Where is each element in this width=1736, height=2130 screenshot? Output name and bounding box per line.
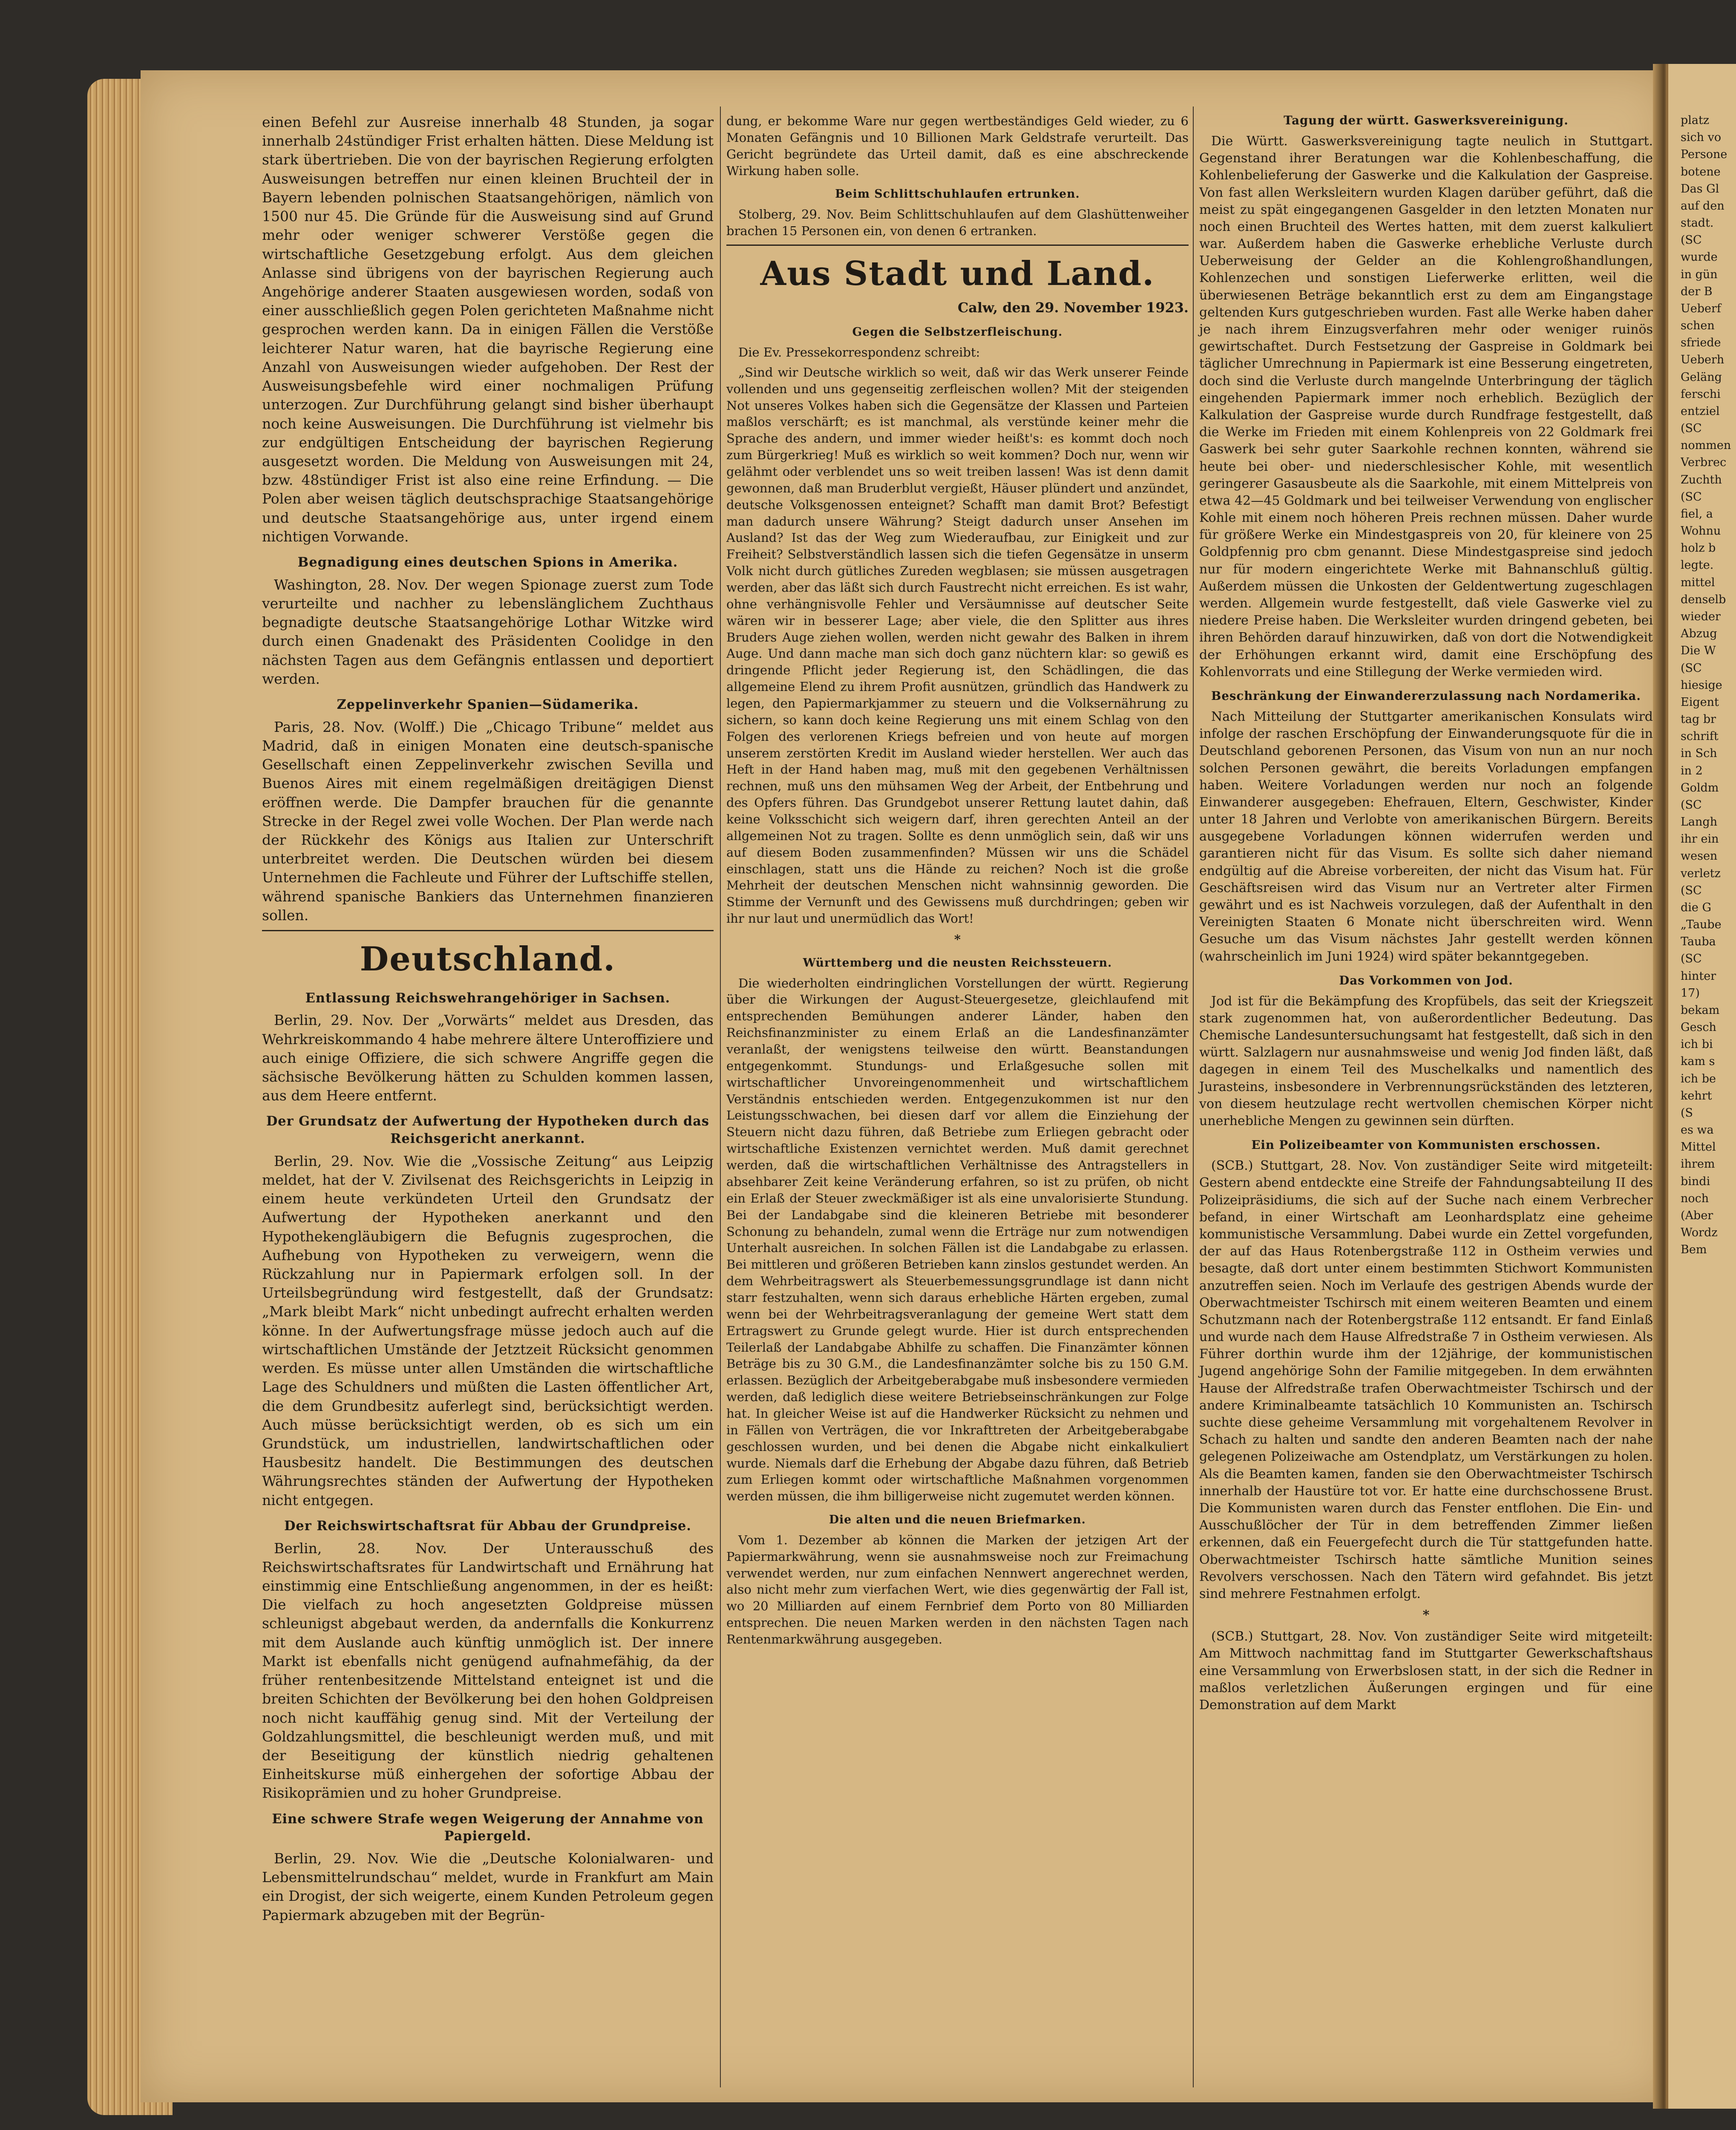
fragment-line: (SC bbox=[1681, 422, 1702, 435]
article-text: Berlin, 28. Nov. Der Unterausschuß des Reichswirtschaftsrates für Landwirtschaft und Ernährung hat einstimmig eine Entschließung angenommen, in der es heißt: Die vielfach zu hoch angesetzten Goldpreise müssen schleunigst abgebaut werden, da andernfalls die Konkurrenz mit dem Auslande auch künftig unmöglich ist. Der innere Markt ist ebenfalls nicht genügend aufnahmefähig, da der früher rentenbesitzende Mittelstand enteignet ist und die breiten Schichten der Bevölkerung bei den hohen Goldpreisen noch nicht kauffähig genug sind. Mit der Verteilung der Goldzahlungsmittel, die beschleunigt werden muß, und mit der Beseitigung der künstlich niedrig gehaltenen Einheitskurse müß einhergehen der sofortige Abbau der Risikoprämien und zu hoher Grundpreise. bbox=[262, 1540, 714, 1802]
fragment-line: bekam bbox=[1681, 1003, 1720, 1017]
article-text: „Sind wir Deutsche wirklich so weit, daß wir das Werk unserer Feinde vollenden und uns gegenseitig zerfleischen wollen? Mit der steigenden Not unseres Volkes haben sich die Gegensätze der Klassen und Parteien maßlos verschärft; es ist manchmal, als verstünde keiner mehr die Sprache des andern, und immer wieder heißt's: es kommt doch noch zum Bürgerkrieg! Muß es wirklich so weit kommen? Doch nur, wenn wir gelähmt oder verblendet uns so weit treiben lassen! Was ist denn damit gewonnen, daß man Bruderblut vergießt, Häuser plündert und anzündet, deutsche Volksgenossen enteignet? Schafft man damit Brot? Befestigt man dadurch unsere Währung? Steigt dadurch unser Ansehen im Ausland? Ist das der Weg zum Wiederaufbau, zur Einigkeit und zur Freiheit? Selbstverständlich lassen sich die tiefen Gegensätze in unserm Volk nicht durch gütliches Zureden wegblasen; sie müssen ausgetragen werden, aber das läßt sich durch Faustrecht nicht erreichen. Es ist wahr, ohne verhängnisvolle Fehler und Versäumnisse auf deutscher Seite wären wir in besserer Lage; aber viele, die den Splitter aus ihres Bruders Auge ziehen wollen, werden nicht gewahr des Balken in ihrem Auge. Und dann mache man sich doch ganz nüchtern klar: so gewiß es dringende Pflicht jeder Regierung ist, den Schädlingen, die das allgemeine Elend zu ihrem Profit ausnützen, gründlich das Handwerk zu legen, den Papiermarkjammer zu steuern und die Volksernährung zu sichern, so kann doch keine Regierung uns mit einem Schlag von den Folgen des verlorenen Kriegs befreien und von heute auf morgen unserem zerstörten Kredit im Ausland wieder herstellen. Wer auch das Heft in der Hand haben mag, muß mit den gegebenen Verhältnissen rechnen, muß uns den mühsamen Weg der Arbeit, der Entbehrung und des Opfers führen. Das Grundgebot unserer Rettung lautet dahin, daß keine Volksschicht sich weigern darf, ihren gerechten Anteil an der allgemeinen Not zu tragen. Sollte es denn unmöglich sein, daß wir uns auf diesem Boden zusammenfinden? Müssen wir uns die Schädel einschlagen, statt uns die Hände zu reichen? Noch ist die große Mehrheit der deutschen Menschen nicht wahnsinnig geworden. Die Stimme der Vernunft und des Gewissens muß durchdringen; geben wir ihr nur laut und unermüdlich das Wort! bbox=[726, 365, 1189, 926]
article-headline: Eine schwere Strafe wegen Weigerung der Annahme von Papiergeld. bbox=[272, 1811, 704, 1844]
fragment-line: nommen bbox=[1681, 439, 1731, 452]
fragment-line: platz bbox=[1681, 114, 1710, 127]
article-headline: Württemberg und die neusten Reichssteuern. bbox=[803, 956, 1112, 970]
article-headline: Tagung der württ. Gaswerksvereinigung. bbox=[1284, 113, 1569, 127]
fragment-line: (SC bbox=[1681, 490, 1702, 504]
article-headline: Beschränkung der Einwandererzulassung nach Nordamerika. bbox=[1211, 688, 1641, 703]
fragment-line: sfriede bbox=[1681, 336, 1721, 350]
fragment-line: bindi bbox=[1681, 1174, 1710, 1188]
fragment-line: (S bbox=[1681, 1106, 1693, 1120]
fragment-line: Geläng bbox=[1681, 370, 1722, 384]
article-text: Paris, 28. Nov. (Wolff.) Die „Chicago Tribune“ meldet aus Madrid, daß in einigen Monaten eine deutsch-spanische Gesellschaft einen Zeppelinverkehr zwischen Sevilla und Buenos Aires mit einem regelmäßigen dreitägigen Dienst eröffnen werde. Die Dampfer brauchen für die genannte Strecke in der Regel zwei volle Wochen. Der Plan werde nach der Rückkehr des Königs aus Italien zur Unterschrift unterbreitet werden. Die Deutschen würden bei diesem Unternehmen die Fachleute und Führer der Luftschiffe stellen, während spanische Bankiers das Unternehmen finanzieren sollen. bbox=[262, 718, 714, 924]
fragment-line: Eigent bbox=[1681, 695, 1719, 709]
fragment-line: (SC bbox=[1681, 798, 1702, 812]
separator-asterisk: * bbox=[1422, 1608, 1430, 1623]
fragment-line: „Taube bbox=[1681, 918, 1722, 932]
fragment-line: denselb bbox=[1681, 593, 1726, 606]
fragment-line: in Sch bbox=[1681, 747, 1717, 760]
article-text: Nach Mitteilung der Stuttgarter amerikanischen Konsulats wird infolge der raschen Erschöpfung der Einwanderungsquote für die in Deutschland geborenen Personen, das Visum von nun an nur noch solchen Personen gewährt, die bereits Vorladungen empfangen haben. Weitere Vorladungen werden nur noch an folgende Einwanderer ausgegeben: Ehefrauen, Eltern, Geschwister, Kinder unter 18 Jahren und Verlobte von amerikanischen Bürgern. Bereits ausgegebene Vorladungen können widerrufen werden und garantieren nicht für das Visum. Es sollte sich daher niemand endgültig auf die Abreise vorbereiten, der nicht das Visum hat. Für Geschäftsreisen wird das Visum nur an Vertreter alter Firmen gewährt und es ist Nachweis vorzulegen, daß der Aufenthalt in den Vereinigten Staaten 6 Monate nicht überschreiten wird. Wenn Gesuche um das Visum nächstes Jahr gestellt werden können (wahrscheinlich im Juni 1924) wird später bekanntgegeben. bbox=[1199, 709, 1653, 964]
fragment-line: Verbrec bbox=[1681, 456, 1727, 469]
section-rule bbox=[726, 245, 1189, 246]
article-text: Berlin, 29. Nov. Wie die „Vossische Zeitung“ aus Leipzig meldet, hat der V. Zivilsenat des Reichsgerichts in Leipzig in einem heute verkündeten Urteil den Grundsatz der Aufwertung der Hypotheken anerkannt und den Hypothekengläubigern die Befugnis zugesprochen, die Aufhebung von Hypotheken zu verweigern, wenn die Rückzahlung nur in Papiermark erfolgen soll. In der Urteilsbegründung wird festgestellt, daß der Grundsatz: „Mark bleibt Mark“ nicht unbedingt aufrecht erhalten werden könne. In der Aufwertungsfrage müsse jedoch auch auf die wirtschaftlichen Umstände der Jetztzeit Rücksicht genommen werden. Es müsse unter allen Umständen die wirtschaftliche Lage des Schuldners und müßten die Lasten öffentlicher Art, die dem Grundbesitz auferlegt sind, berücksichtigt werden. Auch müsse berücksichtigt werden, ob es sich um ein Grundstück, um industriellen, landwirtschaftlichen oder Hausbesitz handelt. Die Bestimmungen des deutschen Währungsrechtes ständen der Aufwertung der Hypotheken nicht entgegen. bbox=[262, 1152, 714, 1508]
fragment-line: hiesige bbox=[1681, 678, 1722, 692]
article-headline: Ein Polizeibeamter von Kommunisten erschossen. bbox=[1251, 1138, 1601, 1152]
fragment-line: ihrem bbox=[1681, 1157, 1715, 1171]
article-headline: Das Vorkommen von Jod. bbox=[1339, 973, 1513, 987]
article-text: Die Württ. Gaswerksvereinigung tagte neulich in Stuttgart. Gegenstand ihrer Beratungen war die Kohlenbeschaffung, die Kohlenbelieferung der Gaswerke und die Kalkulation der Gaspreise. Von fast allen Werksleitern wurden Klagen darüber geführt, daß die meist zu spät eingegangenen Gasgelder in den letzten Monaten nur noch einen Bruchteil des Wertes hatten, mit dem zuerst kalkuliert war. Außerdem haben die Gaswerke erhebliche Verluste durch Ueberweisung der Gelder an die Kohlengroßhandlungen, Kohlenzechen und sonstigen Lieferwerke erlitten, weil die überwiesenen Beträge bekanntlich erst zu dem am Eingangstage geltenden Kurs gutgeschrieben wurden. Fast alle Werke haben daher je nach ihrem Einzugsverfahren mehr oder weniger ruinös gewirtschaftet. Durch Festsetzung der Gaspreise in Goldmark bei täglicher Umrechnung in Papiermark ist eine Besserung eingetreten, doch sind die Verluste durch mangelnde Unterbringung der täglich eingehenden Papiermark immer noch erheblich. Bezüglich der Kalkulation der Gaspreise wurde durch Rundfrage festgestellt, daß die Werke im Frieden mit einem Kohlenpreis von 22 Goldmark frei Gaswerk bei sehr guter Saarkohle rechnen konnten, während sie heute bei ober- und niederschlesischer Kohle, mit wesentlich geringerer Gasausbeute als die Saarkohle, mit einem Mittelpreis von etwa 42—45 Goldmark und bei teilweiser Verwendung von englischer Kohle mit einem noch höheren Preis rechnen müssen. Daher wurde für größere Werke ein Mindestgaspreis von 20, für kleinere von 25 Goldpfennig pro cbm genannt. Diese Mindestgaspreise sind jedoch nur für modern eingerichtete Werke mit Bahnanschluß gültig. Außerdem müssen die Unkosten der Geldentwertung zugeschlagen werden. Allgemein wurde festgestellt, daß viele Gaswerke viel zu niedere Preise haben. Die Werksleiter wurden dringend gebeten, bei ihren Behörden darauf hinzuwirken, daß von dort die Notwendigkeit der Erhöhungen erkannt wird, damit eine Erschöpfung des Kohlenvorrats und eine Stillegung der Werke vermieden wird. bbox=[1199, 133, 1653, 679]
fragment-line: hinter bbox=[1681, 969, 1716, 983]
fragment-line: es wa bbox=[1681, 1123, 1714, 1137]
fragment-line: Zuchth bbox=[1681, 473, 1722, 486]
fragment-line: Ueberf bbox=[1681, 302, 1721, 315]
article-headline: Entlassung Reichswehrangehöriger in Sachsen. bbox=[305, 990, 671, 1006]
fragment-line: fiel, a bbox=[1681, 507, 1713, 521]
article-headline: Die alten und die neuen Briefmarken. bbox=[829, 1513, 1086, 1527]
section-rule bbox=[262, 930, 714, 931]
fragment-line: Ueberh bbox=[1681, 353, 1724, 367]
fragment-line: entziel bbox=[1681, 404, 1720, 418]
fragment-line: schen bbox=[1681, 319, 1715, 333]
fragment-line: Langh bbox=[1681, 815, 1718, 829]
fragment-line: der B bbox=[1681, 285, 1713, 298]
fragment-line: (SC bbox=[1681, 884, 1702, 897]
article-text: dung, er bekomme Ware nur gegen wertbeständiges Geld wieder, zu 6 Monaten Gefängnis und 10 Billionen Mark Geldstrafe verurteilt. Das Gericht begründete das Urteil damit, daß es eine abschreckende Wirkung haben solle. bbox=[726, 114, 1189, 178]
fragment-line: stadt. bbox=[1681, 216, 1714, 230]
fragment-line: Das Gl bbox=[1681, 182, 1719, 196]
fragment-line: Gesch bbox=[1681, 1021, 1716, 1034]
fragment-line: verletz bbox=[1681, 866, 1721, 880]
fragment-line: Abzug bbox=[1681, 627, 1717, 641]
fragment-line: wieder bbox=[1681, 610, 1721, 623]
fragment-line: wesen bbox=[1681, 849, 1718, 863]
article-headline: Der Grundsatz der Aufwertung der Hypotheken durch das Reichsgericht anerkannt. bbox=[266, 1114, 710, 1147]
fragment-line: in gün bbox=[1681, 268, 1718, 281]
article-text: Die wiederholten eindringlichen Vorstellungen der württ. Regierung über die Wirkungen der August-Steuergesetze, gleichlaufend mit entsprechenden Bemühungen anderer Länder, haben den Reichsfinanzminister zu einem Erlaß an die Landesfinanzämter veranlaßt, der wenigstens teilweise den württ. Beanstandungen entgegenkommt. Stundungs- und Erlaßgesuche sollen mit wirtschaftlicher Unvoreingenommenheit und wirtschaftlichem Verständnis entschieden werden. Entgegenzukommen ist nur den Leistungsschwachen, bei diesen darf vor allem die Einziehung der Steuern nicht dazu führen, daß Betriebe zum Erliegen gebracht oder wirtschaftliche Existenzen vernichtet werden. Muß damit gerechnet werden, daß die wirtschaftlichen Verhältnisse des Antragstellers in absehbarer Zeit keine Veränderung erfahren, so ist zu prüfen, ob nicht ein Erlaß der Steuer zweckmäßiger ist als eine unvalorisierte Stundung. Bei der Landabgabe sind die kleineren Betriebe mit besonderer Schonung zu behandeln, zumal wenn die Erträge nur zum notwendigen Unterhalt ausreichen. In solchen Fällen ist die Landabgabe zu erlassen. Bei mittleren und größeren Betrieben kann zinslos gestundet werden. An dem Wehrbeitragswert als Steuerbemessungsgrundlage ist dann nicht starr festzuhalten, wenn sich daraus erhebliche Härten ergeben, zumal wenn bei der Wehrbeitragsveranlagung der gemeine Wert statt dem Ertragswert zu Grunde gelegt wurde. Hier ist durch entsprechenden Teilerlaß der Landabgabe Abhilfe zu schaffen. Die Finanzämter können Beträge bis zu 30 G.M., die Landesfinanzämter solche bis zu 150 G.M. erlassen. Bezüglich der Arbeitgeberabgabe muß insbesondere vermieden werden, daß lediglich diese weitere Betriebseinschränkungen zur Folge hat. In gleicher Weise ist auf die Handwerker Rücksicht zu nehmen und in Fällen von Verträgen, die vor Inkrafttreten der Arbeitgeberabgabe geschlossen wurden, und bei denen die Abgabe nicht einkalkuliert wurde. Niemals darf die Erhebung der Abgabe dazu führen, daß Betrieb zum Erliegen kommt oder wirtschaftliche Maßnahmen vorgenommen werden müssen, die ihm billigerweise nicht zugemutet werden können. bbox=[726, 976, 1189, 1504]
article-text: einen Befehl zur Ausreise innerhalb 48 Stunden, ja sogar innerhalb 24stündiger Frist erhalten hätten. Diese Meldung ist stark übertrieben. Die von der bayrischen Regierung erfolgten Ausweisungen betreffen nur einen kleinen Bruchteil der in Bayern lebenden polnischen Staatsangehörigen, nämlich von 1500 nur 45. Die Gründe für die Ausweisung sind auf Grund mehr oder weniger schwerer Verstöße gegen die wirtschaftliche Gesetzgebung erfolgt. Aus dem gleichen Anlasse sind übrigens von der bayrischen Regierung auch Angehörige anderer Staaten ausgewiesen worden, sodaß von einer ausschließlich gegen Polen gerichteten Maßnahme nicht gesprochen werden kann. Da in einigen Fällen die Verstöße leichterer Natur waren, hat die bayrische Regierung eine Anzahl von Ausweisungen wieder aufgehoben. Der Rest der Ausweisungsbefehle wird einer nochmaligen Prüfung unterzogen. Zur Durchführung gelangt sind bisher überhaupt noch keine Ausweisungen. Die Durchführung ist vielmehr bis zur endgültigen Entscheidung der bayrischen Regierung ausgesetzt worden. Die Meldung von Ausweisungen mit 24, bzw. 48stündiger Frist ist also eine reine Erfindung. — Die Polen aber weisen täglich deutschsprachige Staatsangehörige und deutsche Staatsangehörige aus, unter irgend einem nichtigen Vorwande. bbox=[262, 114, 714, 545]
article-headline: Der Reichswirtschaftsrat für Abbau der Grundpreise. bbox=[284, 1518, 691, 1534]
fragment-line: die G bbox=[1681, 901, 1712, 914]
article-headline: Begnadigung eines deutschen Spions in Amerika. bbox=[297, 555, 678, 570]
article-headline: Zeppelinverkehr Spanien—Südamerika. bbox=[337, 697, 639, 713]
section-title: Aus Stadt und Land. bbox=[760, 254, 1155, 293]
fragment-line: tag br bbox=[1681, 713, 1716, 726]
column-rule bbox=[1193, 106, 1194, 2087]
fragment-line: kam s bbox=[1681, 1055, 1715, 1068]
article-text: Jod ist für die Bekämpfung des Kropfübels, das seit der Kriegszeit stark zugenommen hat, von außerordentlicher Bedeutung. Das Chemische Landesuntersuchungsamt hat festgestellt, daß sich in den württ. Salzlagern nur ausnahmsweise und wenig Jod finden läßt, daß dagegen in einem Teil des Muschelkalks und namentlich des Jurasteins, insbesondere in Verbrennungsrückständen des letzteren, von diesem heutzulage recht wertvollen chemischen Körper nicht unerhebliche Mengen zu gewinnen sein dürften. bbox=[1199, 993, 1653, 1129]
article-text: Stolberg, 29. Nov. Beim Schlittschuhlaufen auf dem Glashüttenweiher brachen 15 Personen ein, von denen 6 ertranken. bbox=[726, 207, 1189, 239]
article-text: Die Ev. Pressekorrespondenz schreibt: bbox=[738, 345, 980, 360]
column-1 bbox=[262, 113, 714, 1928]
fragment-line: botene bbox=[1681, 165, 1721, 178]
column-3 bbox=[1199, 113, 1653, 1717]
fragment-line: (SC bbox=[1681, 233, 1702, 247]
fragment-line: 17) bbox=[1681, 986, 1700, 1000]
article-headline: Gegen die Selbstzerfleischung. bbox=[852, 325, 1063, 339]
fragment-line: holz b bbox=[1681, 541, 1716, 555]
article-text: Vom 1. Dezember ab können die Marken der jetzigen Art der Papiermarkwährung, wenn sie ausnahmsweise noch zur Freimachung verwendet werden, nur zum einfachen Nennwert angerechnet werden, also nicht mehr zum vierfachen Wert, wie dies gegenwärtig der Fall ist, wo 20 Milliarden auf einem Fernbrief dem Porto von 80 Milliarden entsprechen. Die neuen Marken werden in den nächsten Tagen nach Rentenmarkwährung ausgegeben. bbox=[726, 1532, 1189, 1647]
fragment-line: noch bbox=[1681, 1192, 1709, 1205]
fragment-line: in 2 bbox=[1681, 764, 1703, 777]
fragment-line: Wordz bbox=[1681, 1226, 1718, 1240]
fragment-line: mittel bbox=[1681, 576, 1715, 589]
fragment-line: sich vo bbox=[1681, 131, 1722, 144]
fragment-line: Wohnu bbox=[1681, 524, 1721, 538]
fragment-line: ich bi bbox=[1681, 1038, 1713, 1051]
separator-asterisk: * bbox=[954, 932, 961, 947]
article-text: Berlin, 29. Nov. Wie die „Deutsche Kolonialwaren- und Lebensmittelrundschau“ meldet, wurde in Frankfurt am Main ein Drogist, der sich weigerte, einem Kunden Petroleum gegen Papiermark abzugeben mit der Begrün- bbox=[262, 1850, 714, 1923]
fragment-line: ihr ein bbox=[1681, 832, 1719, 846]
fragment-line: wurde bbox=[1681, 250, 1718, 264]
fragment-line: Die W bbox=[1681, 644, 1716, 658]
column-rule bbox=[720, 106, 721, 2087]
fragment-line: (Aber bbox=[1681, 1209, 1713, 1222]
article-text: (SCB.) Stuttgart, 28. Nov. Von zuständiger Seite wird mitgeteilt: Am Mittwoch nachmittag fand im Stuttgarter Gewerkschaftshaus eine Versammlung von Erwerbslosen statt, in der sich die Redner in maßlos verletzlichen Äußerungen ergingen und für eine Demonstration auf dem Markt bbox=[1199, 1629, 1653, 1713]
fragment-line: (SC bbox=[1681, 661, 1702, 675]
fragment-line: ferschi bbox=[1681, 387, 1721, 401]
fragment-line: Tauba bbox=[1681, 935, 1716, 949]
article-headline: Beim Schlittschuhlaufen ertrunken. bbox=[835, 187, 1080, 201]
fragment-line: ich be bbox=[1681, 1072, 1716, 1085]
fragment-line: auf den bbox=[1681, 199, 1724, 213]
fragment-line: Goldm bbox=[1681, 781, 1719, 794]
fragment-line: Persone bbox=[1681, 148, 1727, 161]
fragment-line: Bem bbox=[1681, 1243, 1707, 1257]
fragment-line: schrift bbox=[1681, 730, 1719, 743]
section-title: Deutschland. bbox=[360, 940, 616, 979]
fragment-line: legte. bbox=[1681, 558, 1714, 572]
article-text: Berlin, 29. Nov. Der „Vorwärts“ meldet aus Dresden, das Wehrkreiskommando 4 habe mehrere ältere Unteroffiziere und auch einige Offiziere, die sich schwere Angriffe gegen die sächsische Bevölkerung hätten zu Schulden kommen lassen, aus dem Heere entfernt. bbox=[262, 1012, 714, 1104]
column-4-fragment bbox=[1681, 113, 1734, 2030]
column-2 bbox=[726, 113, 1189, 1651]
fragment-line: Mittel bbox=[1681, 1140, 1716, 1154]
article-text: (SCB.) Stuttgart, 28. Nov. Von zuständiger Seite wird mitgeteilt: Gestern abend entdeckte eine Streife der Fahndungsabteilung II des Polizeipräsidiums, die sich auf der Suche nach einem Verbrecher befand, in einer Wirtschaft am Leonhardsplatz eine geheime kommunistische Versammlung. Dabei wurde ein Zettel vorgefunden, der auf das Haus Rotenbergstraße 112 in Ostheim verwies und besagte, daß dort unter einem bestimmten Stichwort Kommunisten anzutreffen seien. Noch im Verlaufe des gestrigen Abends wurde der Oberwachtmeister Tschirsch mit einem weiteren Beamten und einem Schutzmann nach der Rotenbergstraße 112 entsandt. Er fand Einlaß und wurde nach dem Hause Alfredstraße 7 in Ostheim verwiesen. Als Führer dorthin wurde ihm der 12jährige, der kommunistischen Jugend angehörige Sohn der Familie mitgegeben. In dem erwähnten Hause der Alfredstraße trafen Oberwachtmeister Tschirsch und der andere Kriminalbeamte tatsächlich 10 Kommunisten an. Tschirsch suchte diese geheime Versammlung mit vorgehaltenem Revolver in Schach zu halten und sandte den anderen Beamten nach der nahe gelegenen Polizeiwache am Ostendplatz, um Verstärkungen zu holen. Als die Beamten kamen, fanden sie den Oberwachtmeister Tschirsch innerhalb der Haustüre tot vor. Er hatte eine durchschossene Brust. Die Kommunisten waren durch das Fenster entflohen. Die Ein- und Ausschußlöcher der Tür in dem betreffenden Zimmer ließen erkennen, daß ein Feuergefecht durch die Tür stattgefunden hatte. Oberwachtmeister Tschirsch hatte sämtliche Munition seines Revolvers verschossen. Nach den Tätern wird gefahndet. Bis jetzt sind mehrere Festnahmen erfolgt. bbox=[1199, 1158, 1653, 1601]
dateline: Calw, den 29. November 1923. bbox=[957, 299, 1189, 316]
article-text: Washington, 28. Nov. Der wegen Spionage zuerst zum Tode verurteilte und nachher zu lebenslänglichem Zuchthaus begnadigte deutsche Staatsangehörige Lothar Witzke wird durch einen Gnadenakt des Präsidenten Coolidge in den nächsten Tagen aus dem Gefängnis entlassen und deportiert werden. bbox=[262, 576, 714, 687]
fragment-line: (SC bbox=[1681, 952, 1702, 966]
fragment-line: kehrt bbox=[1681, 1089, 1712, 1102]
